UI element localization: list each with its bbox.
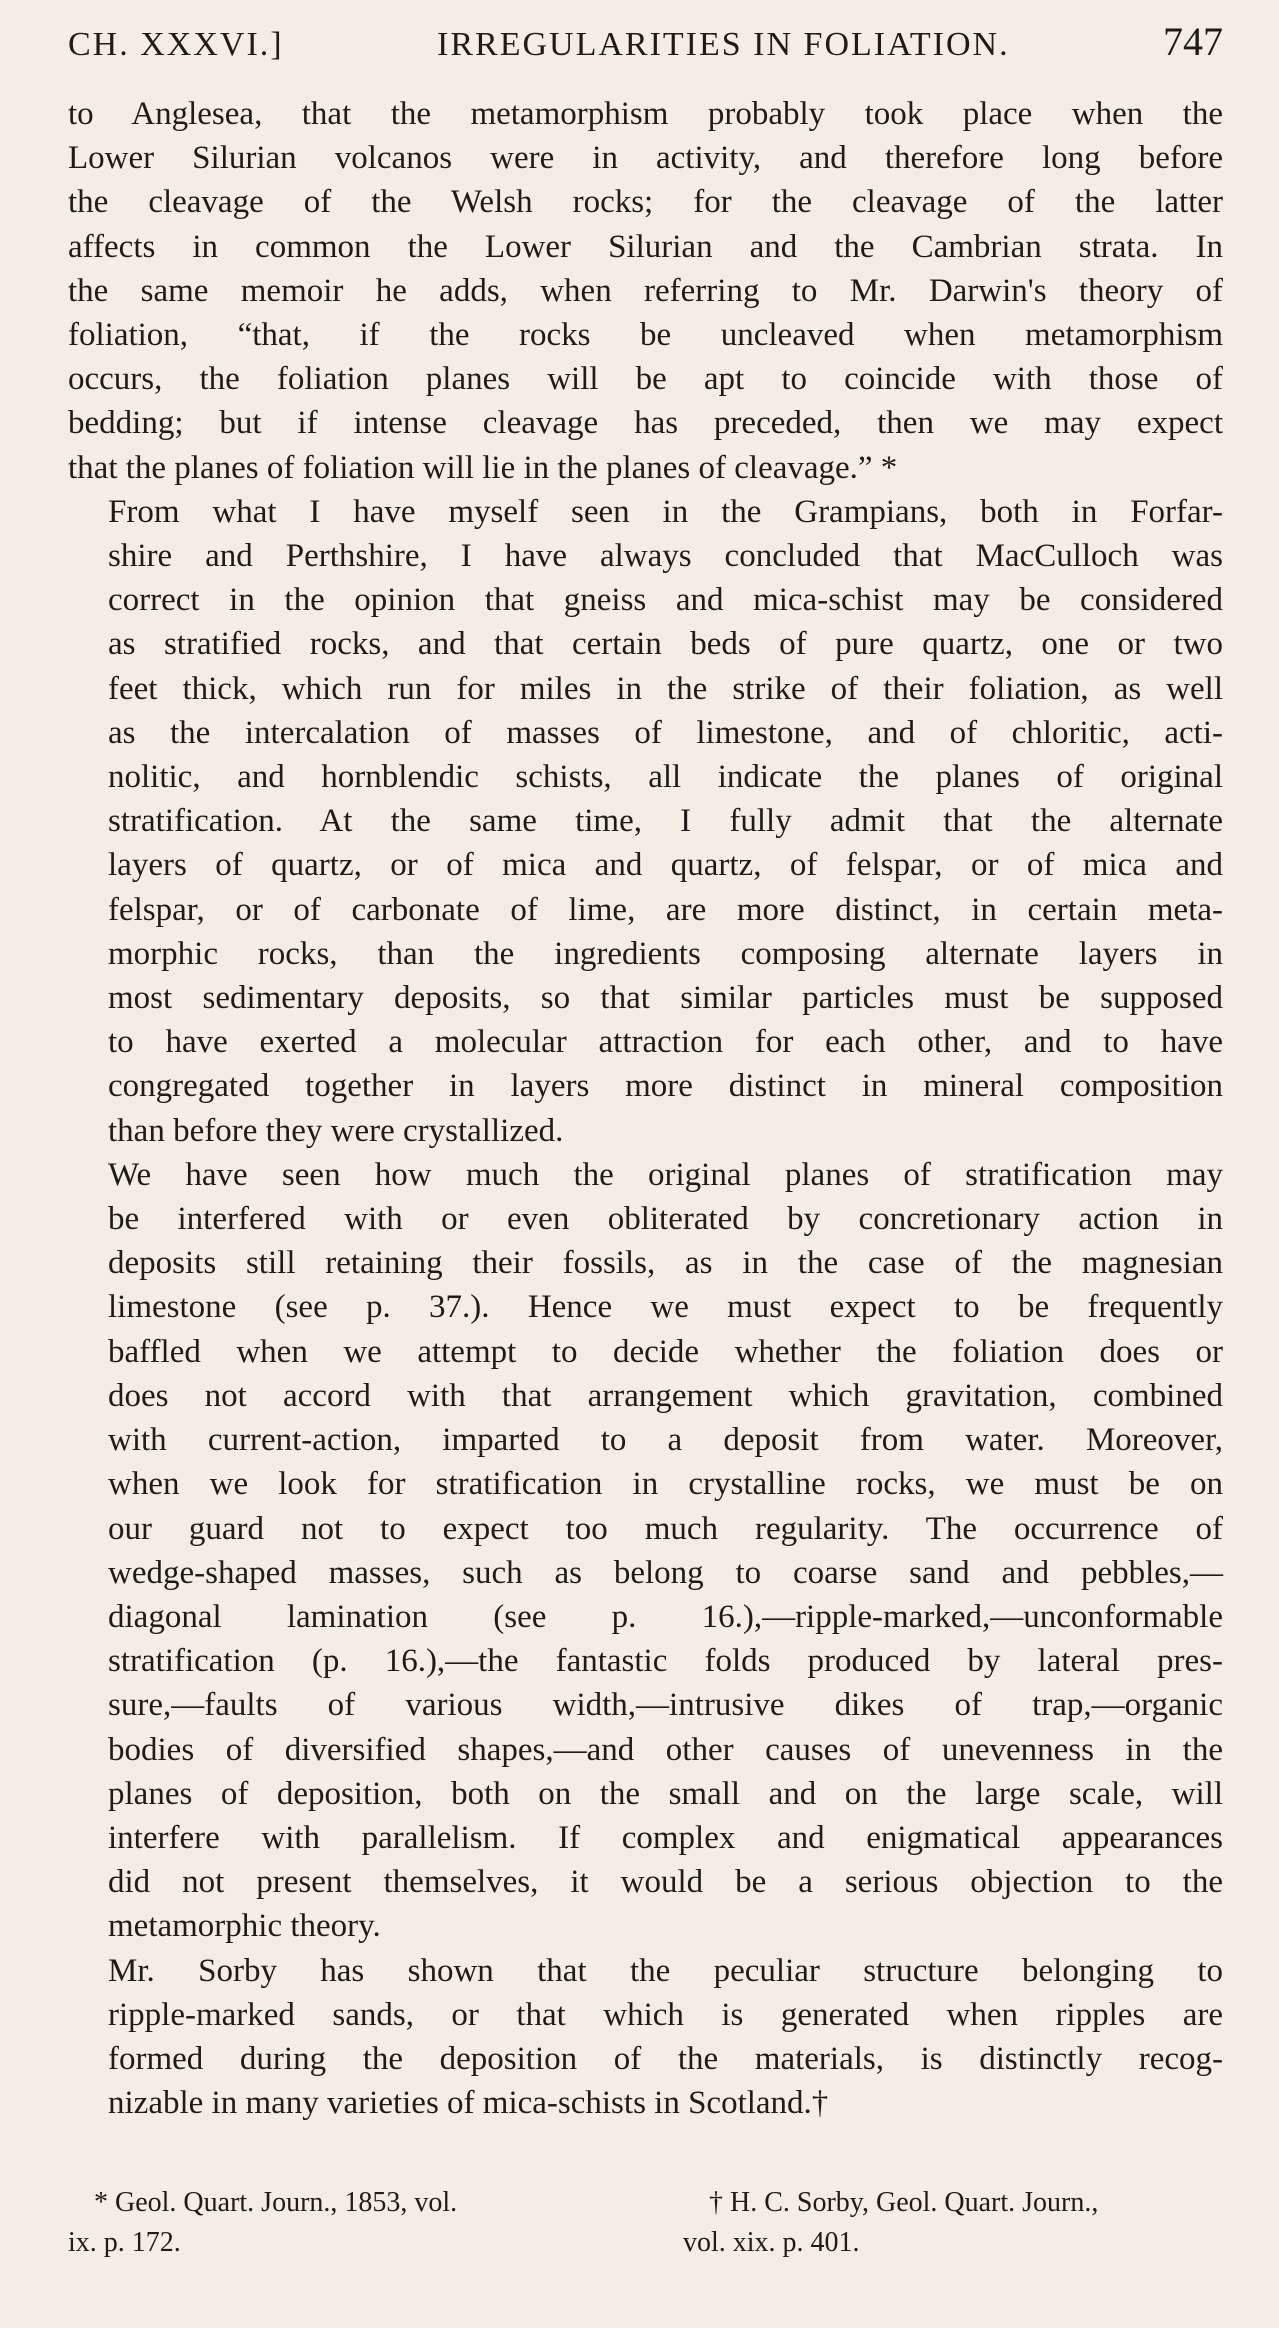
text-line: did not present themselves, it would be a serious objection to the <box>108 1864 1223 1901</box>
footnote-line: * Geol. Quart. Journ., 1853, vol. <box>94 2187 458 2218</box>
text-line: diagonal lamination (see p. 16.),—ripple-marked,—unconformable <box>108 1598 1223 1635</box>
text-line: nolitic, and hornblendic schists, all indicate the planes of original <box>108 759 1223 796</box>
text-line: to have exerted a molecular attraction for each other, and to have <box>108 1024 1223 1061</box>
text-line: as stratified rocks, and that certain beds of pure quartz, one or two <box>108 626 1223 663</box>
text-line: congregated together in layers more distinct in mineral composition <box>108 1068 1223 1105</box>
footnotes <box>68 2183 1223 2263</box>
chapter-reference: CH. XXXVI.] <box>68 26 284 63</box>
text-line: correct in the opinion that gneiss and mica-schist may be considered <box>108 582 1223 619</box>
text-line: stratification (p. 16.),—the fantastic folds produced by lateral pres- <box>108 1643 1223 1680</box>
text-line: when we look for stratification in crystalline rocks, we must be on <box>108 1466 1223 1503</box>
text-line: to Anglesea, that the metamorphism probably took place when the <box>68 96 1223 132</box>
text-line: baffled when we attempt to decide whether the foliation does or <box>108 1333 1223 1370</box>
text-line: shire and Perthshire, I have always concluded that MacCulloch was <box>108 538 1223 575</box>
text-line: interfere with parallelism. If complex and enigmatical appearances <box>108 1819 1223 1856</box>
text-line: be interfered with or even obliterated by concretionary action in <box>108 1201 1223 1238</box>
text-line: planes of deposition, both on the small and on the large scale, will <box>108 1775 1223 1812</box>
running-title: IRREGULARITIES IN FOLIATION. <box>437 26 1010 63</box>
text-line: most sedimentary deposits, so that similar particles must be supposed <box>108 980 1223 1017</box>
book-page <box>68 18 1223 2308</box>
page-number: 747 <box>1163 19 1223 64</box>
text-line: foliation, “that, if the rocks be uncleaved when metamorphism <box>68 317 1223 354</box>
text-line: the cleavage of the Welsh rocks; for the cleavage of the latter <box>68 184 1223 221</box>
footnote-dagger <box>683 2183 1223 2263</box>
text-line: affects in common the Lower Silurian and the Cambrian strata. In <box>68 228 1223 265</box>
text-line: wedge-shaped masses, such as belong to coarse sand and pebbles,— <box>108 1554 1223 1591</box>
text-line: metamorphic theory. <box>108 1908 381 1945</box>
text-line: stratification. At the same time, I fully admit that the alternate <box>108 803 1223 840</box>
text-line: From what I have myself seen in the Grampians, both in Forfar- <box>108 493 1223 530</box>
text-line: our guard not to expect too much regularity. The occurrence of <box>108 1510 1223 1547</box>
text-line: Lower Silurian volcanos were in activity, and therefore long before <box>68 140 1223 177</box>
text-line: than before they were crystallized. <box>108 1112 564 1149</box>
text-line: feet thick, which run for miles in the strike of their foliation, as well <box>108 670 1223 707</box>
text-line: occurs, the foliation planes will be apt to coincide with those of <box>68 361 1223 398</box>
text-line: bedding; but if intense cleavage has preceded, then we may expect <box>68 405 1223 442</box>
body-text <box>68 92 1223 2125</box>
paragraph-continuation <box>68 92 1223 490</box>
text-line: layers of quartz, or of mica and quartz, of felspar, or of mica and <box>108 847 1223 884</box>
text-line: as the intercalation of masses of limestone, and of chloritic, acti- <box>108 714 1223 751</box>
paragraph-sorby <box>68 1949 1223 2126</box>
text-line: We have seen how much the original planes of stratification may <box>108 1156 1223 1193</box>
text-line: sure,—faults of various width,—intrusive dikes of trap,—organic <box>108 1687 1223 1724</box>
text-line: nizable in many varieties of mica-schists in Scotland.† <box>108 2085 829 2122</box>
footnote-line: vol. xix. p. 401. <box>683 2227 860 2258</box>
text-line: that the planes of foliation will lie in the planes of cleavage.” * <box>68 449 898 486</box>
paragraph-grampians <box>68 490 1223 1153</box>
text-line: formed during the deposition of the materials, is distinctly recog- <box>108 2040 1223 2077</box>
footnote-asterisk <box>68 2183 608 2263</box>
text-line: Mr. Sorby has shown that the peculiar structure belonging to <box>108 1952 1223 1989</box>
footnote-line: † H. C. Sorby, Geol. Quart. Journ., <box>709 2187 1099 2218</box>
text-line: with current-action, imparted to a deposit from water. Moreover, <box>108 1422 1223 1459</box>
text-line: ripple-marked sands, or that which is generated when ripples are <box>108 1996 1223 2033</box>
text-line: the same memoir he adds, when referring to Mr. Darwin's theory of <box>68 272 1223 309</box>
paragraph-stratification <box>68 1153 1223 1949</box>
running-head <box>68 18 1223 70</box>
text-line: does not accord with that arrangement which gravitation, combined <box>108 1377 1223 1414</box>
footnote-line: ix. p. 172. <box>68 2227 181 2258</box>
text-line: deposits still retaining their fossils, as in the case of the magnesian <box>108 1245 1223 1282</box>
text-line: bodies of diversified shapes,—and other causes of unevenness in the <box>108 1731 1223 1768</box>
text-line: morphic rocks, than the ingredients composing alternate layers in <box>108 935 1223 972</box>
text-line: limestone (see p. 37.). Hence we must expect to be frequently <box>108 1289 1223 1326</box>
text-line: felspar, or of carbonate of lime, are more distinct, in certain meta- <box>108 891 1223 928</box>
